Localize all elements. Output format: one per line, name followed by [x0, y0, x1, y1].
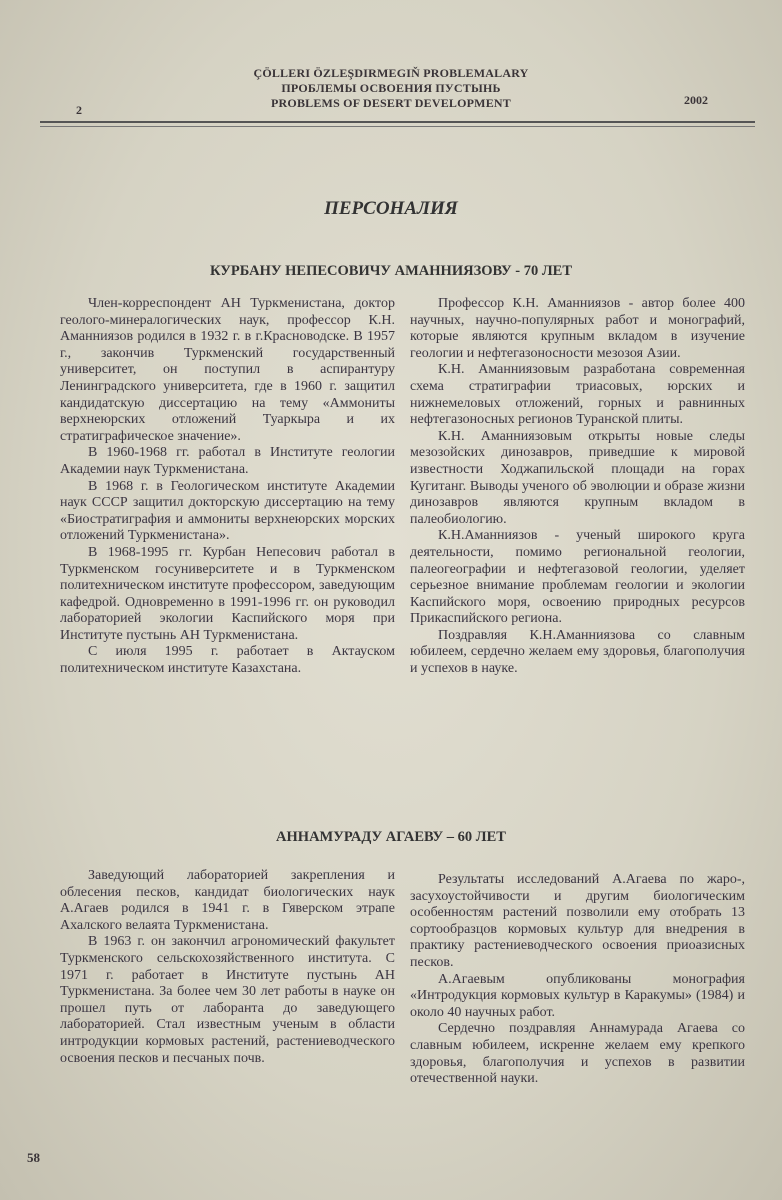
article-heading: АННАМУРАДУ АГАЕВУ – 60 ЛЕТ	[276, 829, 506, 845]
paragraph: В 1963 г. он закончил агрономический факультет Туркменского сельскохозяйственного института. С 1971 г. работает в Институте пустынь АН Туркменистана. За более чем 30 лет работы в науке он прошел путь от лаборанта до заведующего лабораторией. Стал известным ученым в области интродукции кормовых растений, растениеводческого освоения песков и песчаных почв.	[60, 934, 395, 1066]
article-column-left	[60, 868, 395, 1067]
article-column-right	[410, 296, 745, 678]
page-number: 58	[27, 1150, 40, 1165]
article-column-right	[410, 872, 745, 1088]
paragraph: В 1960-1968 гг. работал в Институте геологии Академии наук Туркменистана.	[60, 445, 395, 477]
journal-title-turkmen: ÇÖLLERI ÖZLEŞDIRMEGIŇ PROBLEMALARY	[253, 66, 529, 80]
paragraph: Сердечно поздравляя Аннамурада Агаева со славным юбилеем, искренне желаем ему крепкого здоровья, благополучия и успехов в развитии отечественной науки.	[410, 1021, 745, 1087]
paragraph: Результаты исследований А.Агаева по жаро-, засухоустойчивости и другим биологическим особенностям растений позволили ему отобрать 13 сортообразцов кормовых культур для внедрения в практику растениеводческого освоения приоазисных песков.	[410, 872, 745, 970]
paragraph: Поздравляя К.Н.Аманниязова со славным юбилеем, сердечно желаем ему здоровья, благополучия и успехов в науке.	[410, 627, 745, 677]
journal-title-english: PROBLEMS OF DESERT DEVELOPMENT	[271, 96, 511, 110]
paragraph: К.Н.Аманниязов - ученый широкого круга деятельности, помимо региональной геологии, палеогеографии и нефтегазовой геологии, уделяет серьезное внимание проблемам геологии и экологии Каспийского моря, освоению природных ресурсов Прикаспийского региона.	[410, 528, 745, 627]
paragraph: Профессор К.Н. Аманниязов - автор более 400 научных, научно-популярных работ и монографий, которые являются крупным вкладом в изучение геологии и нефтегазоносности мезозоя Азии.	[410, 296, 745, 361]
paragraph: Член-корреспондент АН Туркменистана, доктор геолого-минералогических наук, профессор К.Н. Аманниязов родился в 1932 г. в г.Красноводске. В 1957 г., закончив Туркменский государственный университет, он поступил в аспирантуру Ленинградского университета, где в 1960 г. защитил кандидатскую диссертацию на тему «Аммониты верхнеюрских отложений Туаркыра и их стратиграфическое значение».	[60, 296, 395, 444]
paragraph: А.Агаевым опубликованы монография «Интродукция кормовых культур в Каракумы» (1984) и около 40 научных работ.	[410, 971, 745, 1020]
paragraph: С июля 1995 г. работает в Актауском политехническом институте Казахстана.	[60, 644, 395, 677]
paragraph: К.Н. Аманниязовым открыты новые следы мезозойских динозавров, приведшие к мировой известности Ходжапильской площади на горах Кугитанг. Выводы ученого об эволюции и образе жизни динозавров являются крупным вкладом в палеобиологию.	[410, 428, 745, 527]
paragraph: Заведующий лабораторией закрепления и облесения песков, кандидат биологических наук А.Агаев родился в 1941 г. в Гяверском этрапе Ахалского велаята Туркменистана.	[60, 868, 395, 933]
article-heading: КУРБАНУ НЕПЕСОВИЧУ АМАННИЯЗОВУ - 70 ЛЕТ	[210, 263, 572, 279]
section-title: ПЕРСОНАЛИЯ	[324, 198, 458, 219]
paragraph: К.Н. Аманниязовым разработана современная схема стратиграфии триасовых, юрских и нижнемеловых отложений, горных и равнинных нефтегазоносных регионов Туранской плиты.	[410, 362, 745, 428]
issue-number: 2	[76, 103, 82, 117]
article-column-left	[60, 296, 395, 678]
journal-title-russian: ПРОБЛЕМЫ ОСВОЕНИЯ ПУСТЫНЬ	[281, 81, 501, 95]
header-rule	[40, 121, 755, 127]
paragraph: В 1968 г. в Геологическом институте Академии наук СССР защитил докторскую диссертацию на тему «Биостратиграфия и аммониты верхнеюрских морских отложений Туркменистана».	[60, 478, 395, 544]
paragraph: В 1968-1995 гг. Курбан Непесович работал в Туркменском госуниверситете и в Туркменском политехническом институте профессором, заведующим кафедрой. Одновременно в 1991-1996 гг. он руководил лабораторией экологии Каспийского моря при Институте пустынь АН Туркменистана.	[60, 544, 395, 643]
year: 2002	[684, 93, 708, 107]
